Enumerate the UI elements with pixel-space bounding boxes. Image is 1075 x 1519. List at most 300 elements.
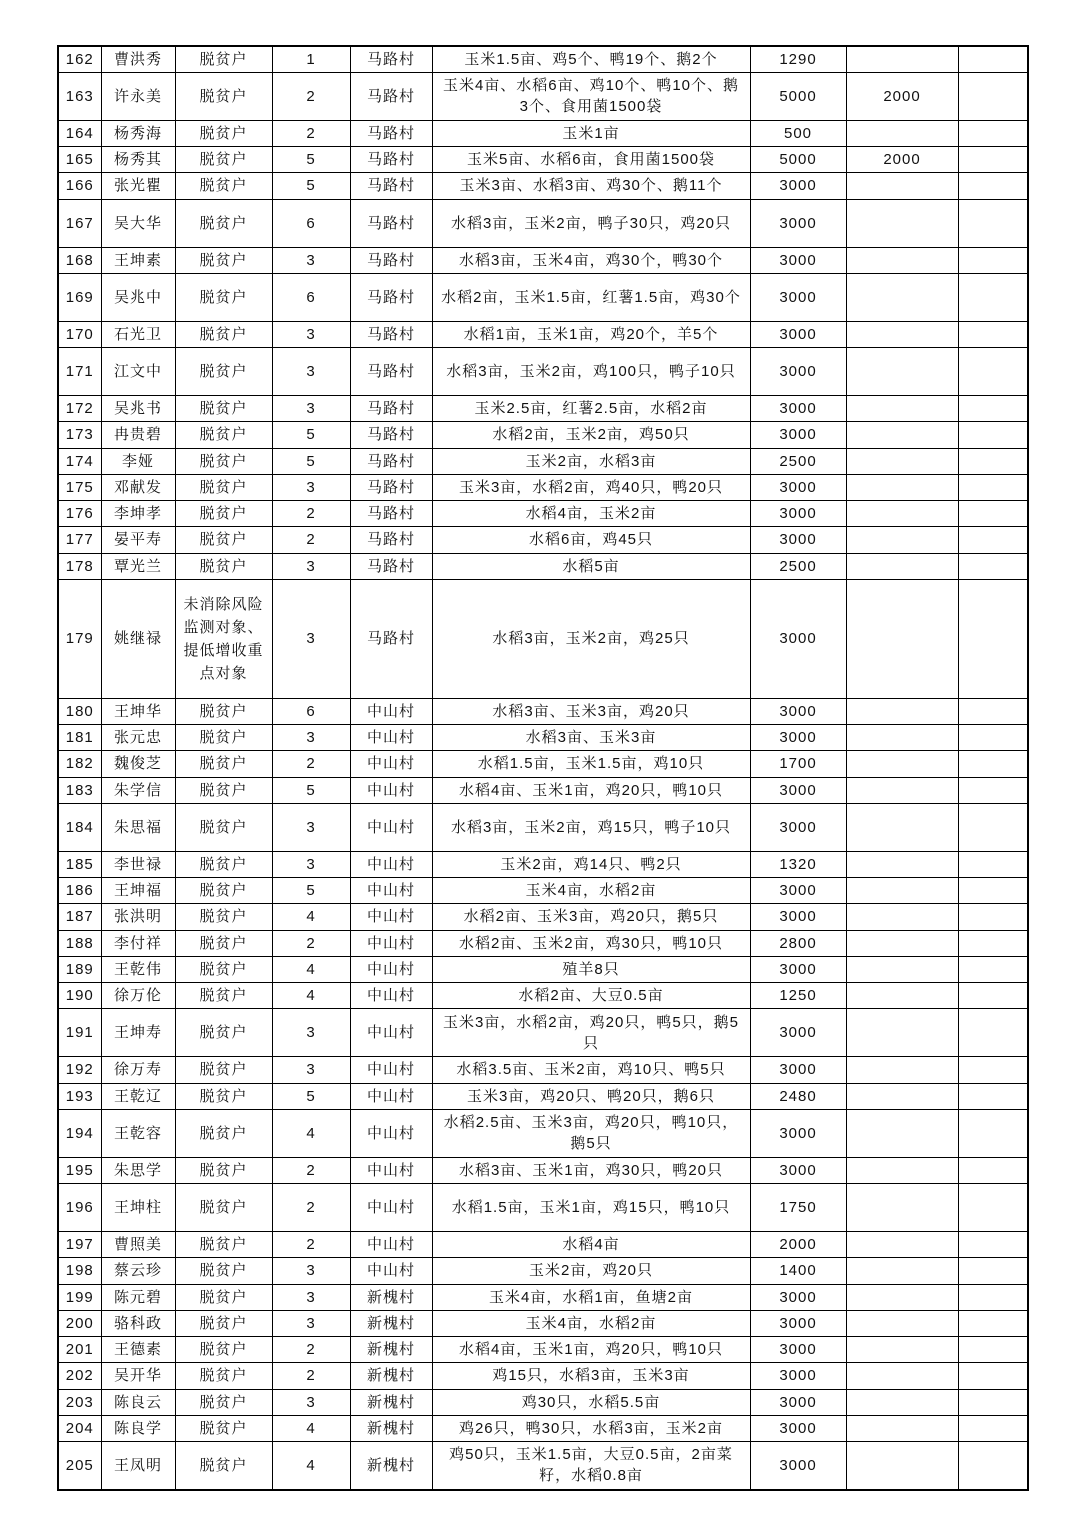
- cell-industry-detail: 玉米1亩: [432, 120, 750, 146]
- cell-name: 王坤福: [101, 878, 175, 904]
- cell-index: 202: [58, 1363, 101, 1389]
- cell-note: [958, 1415, 1028, 1441]
- cell-index: 166: [58, 173, 101, 199]
- cell-family-size: 2: [272, 120, 350, 146]
- cell-family-size: 5: [272, 878, 350, 904]
- table-row: [58, 448, 1028, 474]
- table-row: [58, 930, 1028, 956]
- cell-amount: 3000: [750, 1009, 846, 1057]
- cell-extra-amount: 2000: [846, 147, 958, 173]
- cell-household-type: 脱贫户: [175, 983, 272, 1009]
- cell-village: 新槐村: [350, 1442, 432, 1490]
- cell-household-type: 脱贫户: [175, 448, 272, 474]
- cell-household-type: 脱贫户: [175, 1284, 272, 1310]
- table-row: [58, 321, 1028, 347]
- cell-village: 中山村: [350, 1009, 432, 1057]
- table-row: [58, 956, 1028, 982]
- cell-name: 冉贵碧: [101, 422, 175, 448]
- cell-village: 马路村: [350, 422, 432, 448]
- cell-note: [958, 1232, 1028, 1258]
- cell-amount: 3000: [750, 1109, 846, 1157]
- cell-index: 162: [58, 46, 101, 72]
- cell-household-type: 脱贫户: [175, 1232, 272, 1258]
- cell-industry-detail: 水稻2亩，玉米2亩，鸡50只: [432, 422, 750, 448]
- cell-index: 203: [58, 1389, 101, 1415]
- cell-industry-detail: 水稻4亩: [432, 1232, 750, 1258]
- table-row: [58, 579, 1028, 698]
- cell-name: 王凤明: [101, 1442, 175, 1490]
- cell-industry-detail: 水稻3亩，玉米4亩，鸡30个，鸭30个: [432, 247, 750, 273]
- cell-village: 新槐村: [350, 1337, 432, 1363]
- cell-amount: 3000: [750, 348, 846, 396]
- table-row: [58, 1109, 1028, 1157]
- cell-note: [958, 173, 1028, 199]
- cell-name: 蔡云珍: [101, 1258, 175, 1284]
- cell-household-type: 脱贫户: [175, 1442, 272, 1490]
- cell-amount: 3000: [750, 501, 846, 527]
- table-row: [58, 851, 1028, 877]
- cell-note: [958, 1442, 1028, 1490]
- cell-amount: 3000: [750, 422, 846, 448]
- cell-name: 徐万伦: [101, 983, 175, 1009]
- cell-village: 中山村: [350, 751, 432, 777]
- cell-amount: 3000: [750, 1442, 846, 1490]
- cell-village: 马路村: [350, 72, 432, 120]
- cell-note: [958, 851, 1028, 877]
- cell-industry-detail: 玉米2亩，鸡14只、鸭2只: [432, 851, 750, 877]
- cell-name: 李娅: [101, 448, 175, 474]
- cell-household-type: 脱贫户: [175, 956, 272, 982]
- cell-extra-amount: [846, 725, 958, 751]
- table-row: [58, 553, 1028, 579]
- cell-name: 张光瞿: [101, 173, 175, 199]
- cell-industry-detail: 玉米4亩、水稻6亩、鸡10个、鸭10个、鹅3个、食用菌1500袋: [432, 72, 750, 120]
- cell-household-type: 脱贫户: [175, 1083, 272, 1109]
- cell-note: [958, 725, 1028, 751]
- cell-index: 195: [58, 1157, 101, 1183]
- cell-note: [958, 1258, 1028, 1284]
- cell-household-type: 脱贫户: [175, 1109, 272, 1157]
- cell-note: [958, 1310, 1028, 1336]
- cell-name: 陈良云: [101, 1389, 175, 1415]
- cell-note: [958, 321, 1028, 347]
- cell-index: 187: [58, 904, 101, 930]
- cell-extra-amount: [846, 1389, 958, 1415]
- table-row: [58, 422, 1028, 448]
- cell-village: 马路村: [350, 527, 432, 553]
- cell-index: 198: [58, 1258, 101, 1284]
- cell-extra-amount: [846, 1442, 958, 1490]
- cell-index: 190: [58, 983, 101, 1009]
- cell-note: [958, 448, 1028, 474]
- cell-index: 174: [58, 448, 101, 474]
- cell-extra-amount: [846, 46, 958, 72]
- cell-index: 205: [58, 1442, 101, 1490]
- cell-family-size: 4: [272, 1109, 350, 1157]
- cell-name: 骆科政: [101, 1310, 175, 1336]
- cell-amount: 3000: [750, 777, 846, 803]
- cell-amount: 3000: [750, 1389, 846, 1415]
- table-row: [58, 725, 1028, 751]
- cell-amount: 1320: [750, 851, 846, 877]
- cell-note: [958, 904, 1028, 930]
- table-row: [58, 72, 1028, 120]
- table-row: [58, 1157, 1028, 1183]
- cell-amount: 2480: [750, 1083, 846, 1109]
- cell-note: [958, 501, 1028, 527]
- cell-village: 中山村: [350, 698, 432, 724]
- cell-industry-detail: 玉米2亩，水稻3亩: [432, 448, 750, 474]
- table-row: [58, 199, 1028, 247]
- cell-extra-amount: [846, 956, 958, 982]
- cell-village: 马路村: [350, 120, 432, 146]
- cell-index: 196: [58, 1184, 101, 1232]
- cell-industry-detail: 水稻1.5亩，玉米1.5亩，鸡10只: [432, 751, 750, 777]
- cell-extra-amount: [846, 348, 958, 396]
- table-row: [58, 878, 1028, 904]
- cell-village: 中山村: [350, 1057, 432, 1083]
- cell-note: [958, 803, 1028, 851]
- cell-industry-detail: 殖羊8只: [432, 956, 750, 982]
- cell-name: 魏俊芝: [101, 751, 175, 777]
- cell-name: 邓献发: [101, 474, 175, 500]
- table-row: [58, 983, 1028, 1009]
- cell-extra-amount: [846, 1337, 958, 1363]
- table-row: [58, 1337, 1028, 1363]
- cell-amount: 3000: [750, 527, 846, 553]
- cell-name: 姚继禄: [101, 579, 175, 698]
- cell-name: 王乾辽: [101, 1083, 175, 1109]
- cell-village: 中山村: [350, 930, 432, 956]
- cell-note: [958, 422, 1028, 448]
- cell-name: 曹洪秀: [101, 46, 175, 72]
- cell-note: [958, 474, 1028, 500]
- cell-village: 新槐村: [350, 1284, 432, 1310]
- cell-household-type: 脱贫户: [175, 501, 272, 527]
- cell-note: [958, 348, 1028, 396]
- cell-village: 中山村: [350, 1232, 432, 1258]
- cell-index: 191: [58, 1009, 101, 1057]
- cell-family-size: 3: [272, 247, 350, 273]
- cell-village: 中山村: [350, 983, 432, 1009]
- cell-family-size: 3: [272, 725, 350, 751]
- cell-household-type: 脱贫户: [175, 904, 272, 930]
- table-row: [58, 1057, 1028, 1083]
- cell-village: 马路村: [350, 579, 432, 698]
- cell-amount: 3000: [750, 321, 846, 347]
- cell-extra-amount: [846, 273, 958, 321]
- cell-note: [958, 930, 1028, 956]
- cell-family-size: 5: [272, 173, 350, 199]
- cell-extra-amount: [846, 579, 958, 698]
- table-row: [58, 698, 1028, 724]
- cell-amount: 1250: [750, 983, 846, 1009]
- cell-household-type: 脱贫户: [175, 725, 272, 751]
- table-row: [58, 1009, 1028, 1057]
- cell-index: 177: [58, 527, 101, 553]
- cell-village: 马路村: [350, 147, 432, 173]
- cell-name: 朱思学: [101, 1157, 175, 1183]
- cell-name: 江文中: [101, 348, 175, 396]
- cell-note: [958, 120, 1028, 146]
- cell-index: 173: [58, 422, 101, 448]
- cell-family-size: 3: [272, 1389, 350, 1415]
- cell-family-size: 3: [272, 1310, 350, 1336]
- cell-household-type: 未消除风险监测对象、提低增收重点对象: [175, 579, 272, 698]
- cell-industry-detail: 玉米4亩，水稻2亩: [432, 1310, 750, 1336]
- cell-family-size: 3: [272, 553, 350, 579]
- cell-household-type: 脱贫户: [175, 527, 272, 553]
- cell-extra-amount: [846, 501, 958, 527]
- cell-extra-amount: [846, 698, 958, 724]
- cell-amount: 3000: [750, 1415, 846, 1441]
- cell-amount: 500: [750, 120, 846, 146]
- cell-family-size: 5: [272, 422, 350, 448]
- cell-index: 167: [58, 199, 101, 247]
- cell-index: 188: [58, 930, 101, 956]
- cell-note: [958, 1389, 1028, 1415]
- cell-index: 182: [58, 751, 101, 777]
- cell-family-size: 4: [272, 1415, 350, 1441]
- cell-extra-amount: [846, 474, 958, 500]
- cell-note: [958, 983, 1028, 1009]
- cell-index: 186: [58, 878, 101, 904]
- cell-household-type: 脱贫户: [175, 1258, 272, 1284]
- cell-village: 马路村: [350, 396, 432, 422]
- cell-amount: 1750: [750, 1184, 846, 1232]
- cell-extra-amount: [846, 878, 958, 904]
- cell-village: 马路村: [350, 247, 432, 273]
- cell-extra-amount: [846, 904, 958, 930]
- cell-extra-amount: [846, 930, 958, 956]
- cell-industry-detail: 水稻3亩，玉米2亩，鸡25只: [432, 579, 750, 698]
- cell-industry-detail: 水稻2亩，玉米1.5亩，红薯1.5亩，鸡30个: [432, 273, 750, 321]
- cell-name: 曹照美: [101, 1232, 175, 1258]
- cell-name: 徐万寿: [101, 1057, 175, 1083]
- cell-village: 马路村: [350, 553, 432, 579]
- cell-industry-detail: 水稻5亩: [432, 553, 750, 579]
- cell-household-type: 脱贫户: [175, 147, 272, 173]
- cell-industry-detail: 水稻3亩、玉米1亩，鸡30只，鸭20只: [432, 1157, 750, 1183]
- cell-name: 朱思福: [101, 803, 175, 851]
- cell-village: 中山村: [350, 904, 432, 930]
- cell-family-size: 6: [272, 698, 350, 724]
- cell-household-type: 脱贫户: [175, 474, 272, 500]
- cell-household-type: 脱贫户: [175, 1389, 272, 1415]
- table-row: [58, 46, 1028, 72]
- cell-amount: 1700: [750, 751, 846, 777]
- cell-extra-amount: [846, 1258, 958, 1284]
- cell-name: 张洪明: [101, 904, 175, 930]
- table-row: [58, 904, 1028, 930]
- cell-name: 李世禄: [101, 851, 175, 877]
- cell-index: 176: [58, 501, 101, 527]
- cell-index: 200: [58, 1310, 101, 1336]
- table-row: [58, 396, 1028, 422]
- cell-name: 王坤寿: [101, 1009, 175, 1057]
- cell-name: 吴开华: [101, 1363, 175, 1389]
- cell-industry-detail: 水稻6亩，鸡45只: [432, 527, 750, 553]
- cell-index: 204: [58, 1415, 101, 1441]
- cell-industry-detail: 水稻3亩，玉米2亩，鸭子30只，鸡20只: [432, 199, 750, 247]
- cell-extra-amount: [846, 527, 958, 553]
- cell-amount: 3000: [750, 173, 846, 199]
- cell-index: 170: [58, 321, 101, 347]
- cell-family-size: 3: [272, 1258, 350, 1284]
- cell-village: 新槐村: [350, 1389, 432, 1415]
- cell-extra-amount: [846, 396, 958, 422]
- cell-industry-detail: 玉米3亩，鸡20只、鸭20只，鹅6只: [432, 1083, 750, 1109]
- cell-household-type: 脱贫户: [175, 1310, 272, 1336]
- cell-index: 164: [58, 120, 101, 146]
- cell-note: [958, 273, 1028, 321]
- cell-household-type: 脱贫户: [175, 878, 272, 904]
- cell-industry-detail: 水稻2亩、玉米3亩，鸡20只，鹅5只: [432, 904, 750, 930]
- cell-family-size: 3: [272, 1009, 350, 1057]
- cell-amount: 3000: [750, 803, 846, 851]
- cell-name: 陈良学: [101, 1415, 175, 1441]
- cell-index: 192: [58, 1057, 101, 1083]
- cell-family-size: 6: [272, 199, 350, 247]
- cell-industry-detail: 水稻2亩、大豆0.5亩: [432, 983, 750, 1009]
- cell-name: 覃光兰: [101, 553, 175, 579]
- cell-amount: 2800: [750, 930, 846, 956]
- cell-note: [958, 878, 1028, 904]
- cell-household-type: 脱贫户: [175, 321, 272, 347]
- cell-village: 中山村: [350, 956, 432, 982]
- cell-extra-amount: [846, 247, 958, 273]
- cell-industry-detail: 玉米1.5亩、鸡5个、鸭19个、鹅2个: [432, 46, 750, 72]
- cell-family-size: 3: [272, 321, 350, 347]
- cell-amount: 3000: [750, 247, 846, 273]
- cell-amount: 1290: [750, 46, 846, 72]
- cell-village: 中山村: [350, 878, 432, 904]
- cell-industry-detail: 玉米4亩，水稻2亩: [432, 878, 750, 904]
- cell-extra-amount: [846, 448, 958, 474]
- cell-extra-amount: [846, 777, 958, 803]
- cell-amount: 3000: [750, 698, 846, 724]
- table-row: [58, 1184, 1028, 1232]
- cell-household-type: 脱贫户: [175, 803, 272, 851]
- cell-family-size: 1: [272, 46, 350, 72]
- cell-note: [958, 72, 1028, 120]
- cell-village: 马路村: [350, 273, 432, 321]
- cell-note: [958, 247, 1028, 273]
- cell-note: [958, 1337, 1028, 1363]
- cell-household-type: 脱贫户: [175, 698, 272, 724]
- cell-name: 陈元碧: [101, 1284, 175, 1310]
- cell-household-type: 脱贫户: [175, 1415, 272, 1441]
- cell-index: 194: [58, 1109, 101, 1157]
- table-row: [58, 147, 1028, 173]
- cell-family-size: 3: [272, 579, 350, 698]
- cell-village: 中山村: [350, 1157, 432, 1183]
- cell-industry-detail: 水稻2亩、玉米2亩，鸡30只，鸭10只: [432, 930, 750, 956]
- cell-extra-amount: [846, 1109, 958, 1157]
- cell-amount: 3000: [750, 878, 846, 904]
- table-row: [58, 751, 1028, 777]
- table-row: [58, 348, 1028, 396]
- cell-note: [958, 1157, 1028, 1183]
- cell-name: 王坤柱: [101, 1184, 175, 1232]
- cell-amount: 3000: [750, 1057, 846, 1083]
- cell-village: 马路村: [350, 46, 432, 72]
- cell-name: 吴大华: [101, 199, 175, 247]
- cell-amount: 5000: [750, 147, 846, 173]
- cell-name: 晏平寿: [101, 527, 175, 553]
- cell-household-type: 脱贫户: [175, 173, 272, 199]
- cell-amount: 1400: [750, 1258, 846, 1284]
- cell-name: 王德素: [101, 1337, 175, 1363]
- cell-name: 吴兆书: [101, 396, 175, 422]
- cell-name: 王乾伟: [101, 956, 175, 982]
- cell-index: 172: [58, 396, 101, 422]
- cell-extra-amount: [846, 1232, 958, 1258]
- cell-name: 杨秀其: [101, 147, 175, 173]
- cell-extra-amount: [846, 321, 958, 347]
- table-row: [58, 1363, 1028, 1389]
- table-row: [58, 1310, 1028, 1336]
- cell-household-type: 脱贫户: [175, 273, 272, 321]
- cell-index: 169: [58, 273, 101, 321]
- cell-industry-detail: 玉米4亩，水稻1亩，鱼塘2亩: [432, 1284, 750, 1310]
- cell-index: 181: [58, 725, 101, 751]
- cell-family-size: 2: [272, 1337, 350, 1363]
- cell-note: [958, 579, 1028, 698]
- cell-note: [958, 527, 1028, 553]
- cell-family-size: 5: [272, 147, 350, 173]
- cell-index: 185: [58, 851, 101, 877]
- cell-industry-detail: 水稻4亩，玉米2亩: [432, 501, 750, 527]
- table-row: [58, 1442, 1028, 1490]
- cell-family-size: 4: [272, 904, 350, 930]
- cell-village: 新槐村: [350, 1363, 432, 1389]
- cell-household-type: 脱贫户: [175, 199, 272, 247]
- cell-note: [958, 553, 1028, 579]
- cell-extra-amount: [846, 1284, 958, 1310]
- cell-note: [958, 777, 1028, 803]
- cell-extra-amount: [846, 803, 958, 851]
- cell-village: 中山村: [350, 777, 432, 803]
- table-row: [58, 474, 1028, 500]
- cell-index: 197: [58, 1232, 101, 1258]
- cell-household-type: 脱贫户: [175, 396, 272, 422]
- cell-amount: 3000: [750, 1337, 846, 1363]
- cell-industry-detail: 玉米2.5亩，红薯2.5亩，水稻2亩: [432, 396, 750, 422]
- cell-village: 马路村: [350, 199, 432, 247]
- cell-family-size: 2: [272, 501, 350, 527]
- cell-household-type: 脱贫户: [175, 1337, 272, 1363]
- cell-amount: 3000: [750, 1157, 846, 1183]
- cell-industry-detail: 水稻3.5亩、玉米2亩，鸡10只、鸭5只: [432, 1057, 750, 1083]
- table-row: [58, 247, 1028, 273]
- cell-note: [958, 1009, 1028, 1057]
- cell-name: 李坤孝: [101, 501, 175, 527]
- table-body: [58, 46, 1028, 1490]
- cell-extra-amount: [846, 199, 958, 247]
- cell-extra-amount: [846, 1157, 958, 1183]
- cell-industry-detail: 水稻4亩，玉米1亩，鸡20只，鸭10只: [432, 1337, 750, 1363]
- table-row: [58, 120, 1028, 146]
- table-row: [58, 1389, 1028, 1415]
- cell-village: 中山村: [350, 1258, 432, 1284]
- cell-index: 179: [58, 579, 101, 698]
- cell-family-size: 4: [272, 983, 350, 1009]
- cell-amount: 2500: [750, 448, 846, 474]
- cell-industry-detail: 水稻4亩、玉米1亩，鸡20只，鸭10只: [432, 777, 750, 803]
- cell-family-size: 2: [272, 930, 350, 956]
- cell-amount: 2000: [750, 1232, 846, 1258]
